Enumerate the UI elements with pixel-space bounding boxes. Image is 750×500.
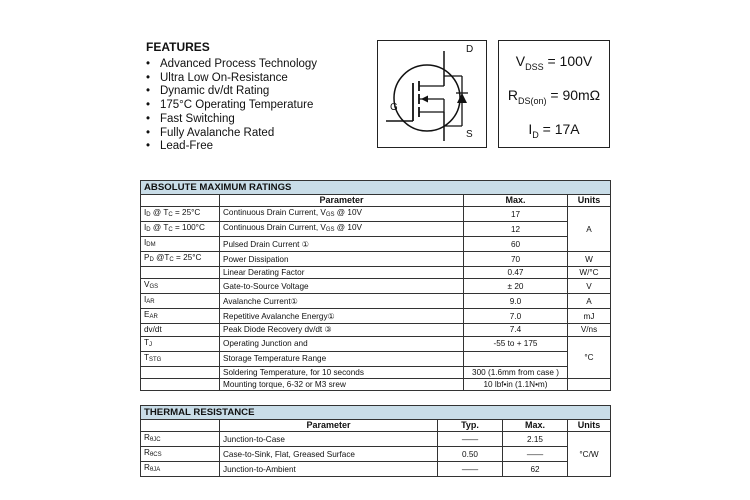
units-cell: V	[568, 279, 611, 294]
max-cell: ——	[503, 447, 568, 462]
parameter-cell: Junction-to-Ambient	[220, 462, 438, 477]
max-header: Max.	[503, 420, 568, 432]
symbol-cell: $T_J$	[141, 336, 220, 351]
max-cell: 2.15	[503, 432, 568, 447]
table-row	[141, 462, 611, 477]
table-row	[141, 252, 611, 267]
table-row	[141, 432, 611, 447]
max-cell: 300 (1.6mm from case )	[464, 366, 568, 378]
table-row	[141, 207, 611, 222]
thermal-title: THERMAL RESISTANCE	[141, 406, 611, 420]
symbol-cell: $R_{\theta CS}$	[141, 447, 220, 462]
max-cell: 0.47	[464, 267, 568, 279]
feature-item: • Advanced Process Technology	[146, 58, 318, 70]
bullet-icon: •	[146, 126, 151, 139]
max-cell: 70	[464, 252, 568, 267]
parameter-cell: Operating Junction and	[220, 336, 464, 351]
id-spec: $I_D = 17A$	[528, 121, 580, 140]
table-row	[141, 309, 611, 324]
bullet-icon: •	[146, 71, 151, 84]
max-cell: 7.0	[464, 309, 568, 324]
table-row	[141, 447, 611, 462]
units-header: Units	[568, 420, 611, 432]
parameter-cell: Case-to-Sink, Flat, Greased Surface	[220, 447, 438, 462]
features-list	[146, 58, 317, 154]
feature-item: • Dynamic dv/dt Rating	[146, 85, 270, 98]
symbol-cell: $T_{STG}$	[141, 351, 220, 366]
symbol-cell	[141, 378, 220, 390]
rds-on-spec: $R_{DS(on)} = 90m\Omega$	[507, 87, 601, 106]
table-row	[141, 378, 611, 390]
symbol-cell: $I_{DM}$	[141, 237, 220, 252]
feature-item: • Fast Switching	[146, 112, 235, 125]
units-cell: A	[568, 207, 611, 252]
units-cell: °C	[568, 336, 611, 378]
max-cell	[464, 351, 568, 366]
max-cell: 9.0	[464, 294, 568, 309]
vdss-spec: $V_{DSS} = 100V$	[515, 53, 593, 72]
bullet-icon: •	[146, 140, 151, 153]
typ-cell: ——	[438, 432, 503, 447]
max-cell: 17	[464, 207, 568, 222]
symbol-cell: $R_{\theta JC}$	[141, 432, 220, 447]
feature-item: • Fully Avalanche Rated	[146, 126, 275, 139]
max-cell: 10 lbf•in (1.1N•m)	[464, 378, 568, 390]
symbol-cell: $E_{AR}$	[141, 309, 220, 324]
table-row	[141, 237, 611, 252]
units-cell: V/ns	[568, 324, 611, 336]
parameter-cell: Pulsed Drain Current ①	[220, 237, 464, 252]
parameter-cell: Avalanche Current①	[220, 294, 464, 309]
typ-cell: ——	[438, 462, 503, 477]
parameter-cell: Continuous Drain Current, $V_{GS}$ @ 10V	[220, 222, 464, 237]
parameter-cell: Continuous Drain Current, $V_{GS}$ @ 10V	[220, 207, 464, 222]
bullet-icon: •	[146, 58, 151, 70]
symbol-cell: $I_D$ @ $T_C = 25^\circ C$	[141, 207, 220, 222]
parameter-cell: Power Dissipation	[220, 252, 464, 267]
table-row	[141, 324, 611, 336]
parameter-cell: Repetitive Avalanche Energy①	[220, 309, 464, 324]
bullet-icon: •	[146, 112, 151, 125]
features-section	[146, 40, 317, 154]
table-row	[141, 336, 611, 351]
typ-header: Typ.	[438, 420, 503, 432]
symbol-cell	[141, 366, 220, 378]
parameter-cell: Peak Diode Recovery dv/dt ③	[220, 324, 464, 336]
bullet-icon: •	[146, 99, 151, 112]
units-cell: A	[568, 294, 611, 309]
table-row	[141, 366, 611, 378]
table-row	[141, 279, 611, 294]
max-cell: -55 to + 175	[464, 336, 568, 351]
table-row	[141, 222, 611, 237]
table-row	[141, 294, 611, 309]
typ-cell: 0.50	[438, 447, 503, 462]
parameter-cell: Junction-to-Case	[220, 432, 438, 447]
symbol-cell: $I_{AR}$	[141, 294, 220, 309]
source-label: S	[466, 129, 473, 140]
parameter-cell: Gate-to-Source Voltage	[220, 279, 464, 294]
drain-label: D	[466, 44, 474, 55]
max-cell: ± 20	[464, 279, 568, 294]
units-cell: mJ	[568, 309, 611, 324]
bullet-icon: •	[146, 85, 151, 98]
symbol-header	[141, 195, 220, 207]
table-row	[141, 351, 611, 366]
thermal-resistance-table	[140, 405, 611, 477]
max-cell: 12	[464, 222, 568, 237]
symbol-cell: $R_{\theta JA}$	[141, 462, 220, 477]
parameter-cell: Soldering Temperature, for 10 seconds	[220, 366, 464, 378]
table-row	[141, 267, 611, 279]
units-cell: W/°C	[568, 267, 611, 279]
units-header: Units	[568, 195, 611, 207]
max-cell: 60	[464, 237, 568, 252]
feature-item: • Ultra Low On-Resistance	[146, 71, 288, 84]
symbol-header	[141, 420, 220, 432]
units-cell	[568, 378, 611, 390]
feature-item: • Lead-Free	[146, 140, 214, 153]
max-cell: 7.4	[464, 324, 568, 336]
symbol-cell: $V_{GS}$	[141, 279, 220, 294]
parameter-cell: Mounting torque, 6-32 or M3 srew	[220, 378, 464, 390]
key-specs-box	[498, 40, 610, 148]
abs-max-title: ABSOLUTE MAXIMUM RATINGS	[141, 181, 611, 195]
parameter-cell: Linear Derating Factor	[220, 267, 464, 279]
mosfet-symbol-box	[377, 40, 487, 148]
units-cell: W	[568, 252, 611, 267]
absolute-max-ratings-table	[140, 180, 611, 391]
symbol-cell: dv/dt	[141, 324, 220, 336]
parameter-cell: Storage Temperature Range	[220, 351, 464, 366]
parameter-header: Parameter	[220, 420, 438, 432]
parameter-header: Parameter	[220, 195, 464, 207]
units-cell: °C/W	[568, 432, 611, 477]
feature-item: • 175°C Operating Temperature	[146, 99, 314, 112]
gate-label: G	[390, 102, 398, 113]
max-cell: 62	[503, 462, 568, 477]
symbol-cell: $I_D$ @ $T_C = 100^\circ C$	[141, 222, 220, 237]
max-header: Max.	[464, 195, 568, 207]
symbol-cell: $P_D$ $@T_C = 25^\circ C$	[141, 252, 220, 267]
symbol-cell	[141, 267, 220, 279]
features-title: FEATURES	[146, 40, 210, 54]
